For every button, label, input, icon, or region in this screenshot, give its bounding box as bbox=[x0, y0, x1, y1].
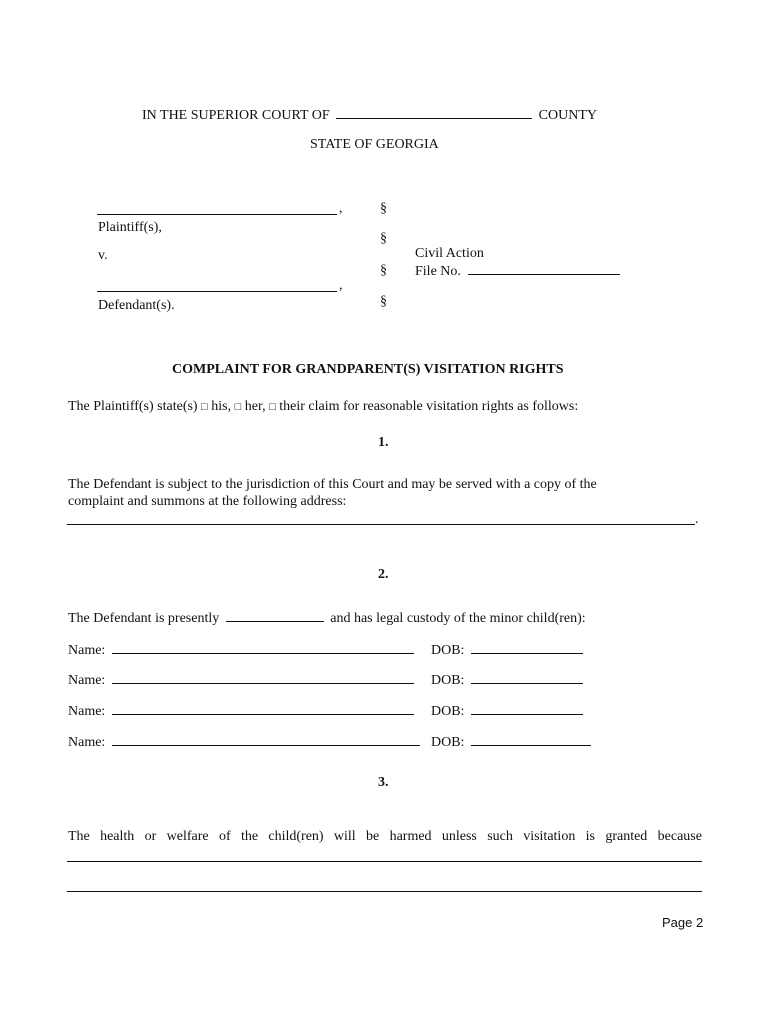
paragraph1-line2: complaint and summons at the following address: bbox=[68, 494, 347, 509]
child-name-blank[interactable] bbox=[112, 671, 414, 684]
word: harmed bbox=[389, 829, 432, 844]
child-dob-blank[interactable] bbox=[471, 641, 583, 654]
child-dob-label: DOB: bbox=[431, 735, 465, 750]
paragraph-number: 1. bbox=[378, 435, 389, 450]
word: visitation bbox=[523, 829, 576, 844]
child-name-blank[interactable] bbox=[112, 702, 414, 715]
child-dob-blank[interactable] bbox=[471, 733, 591, 746]
plaintiff-label: Plaintiff(s), bbox=[98, 220, 162, 235]
county-blank[interactable] bbox=[336, 106, 532, 119]
custody-prefix: The Defendant is presently bbox=[68, 611, 220, 626]
defendant-label: Defendant(s). bbox=[98, 298, 175, 313]
checkbox-his[interactable]: □ bbox=[201, 401, 208, 413]
word: because bbox=[657, 829, 702, 844]
word: of bbox=[218, 829, 231, 844]
section-mark: § bbox=[380, 201, 387, 216]
word: health bbox=[100, 829, 135, 844]
file-no-label: File No. bbox=[415, 264, 461, 279]
file-no-row bbox=[415, 262, 620, 280]
child-name-blank[interactable] bbox=[112, 733, 420, 746]
child-name-label: Name: bbox=[68, 735, 106, 750]
word: child(ren) bbox=[268, 829, 324, 844]
word: such bbox=[487, 829, 513, 844]
word: be bbox=[366, 829, 380, 844]
child-dob-label: DOB: bbox=[431, 704, 465, 719]
defendant-comma: , bbox=[339, 278, 343, 293]
court-prefix: IN THE SUPERIOR COURT OF bbox=[142, 108, 330, 123]
state-heading: STATE OF GEORGIA bbox=[310, 137, 439, 152]
child-dob-row bbox=[431, 702, 583, 720]
child-name-blank[interactable] bbox=[112, 641, 414, 654]
checkbox-their[interactable]: □ bbox=[269, 401, 276, 413]
document-title: COMPLAINT FOR GRANDPARENT(S) VISITATION RIGHTS bbox=[172, 362, 564, 377]
child-dob-blank[interactable] bbox=[471, 702, 583, 715]
plaintiff-comma: , bbox=[339, 201, 343, 216]
defendant-name-blank[interactable] bbox=[97, 291, 337, 292]
file-no-blank[interactable] bbox=[468, 262, 620, 275]
custody-sentence bbox=[68, 609, 586, 627]
word: granted bbox=[605, 829, 648, 844]
checkbox-her[interactable]: □ bbox=[234, 401, 242, 413]
word: welfare bbox=[166, 829, 209, 844]
paragraph1-line1: The Defendant is subject to the jurisdiction of this Court and may be served with a copy of the bbox=[68, 477, 597, 492]
section-mark: § bbox=[380, 263, 387, 278]
paragraph-number: 2. bbox=[378, 567, 389, 582]
child-dob-label: DOB: bbox=[431, 673, 465, 688]
paragraph3-sentence bbox=[68, 829, 702, 845]
child-name-row bbox=[68, 671, 414, 689]
child-dob-row bbox=[431, 671, 583, 689]
section-mark: § bbox=[380, 294, 387, 309]
child-name-label: Name: bbox=[68, 673, 106, 688]
civil-action-label: Civil Action bbox=[415, 246, 484, 261]
word: will bbox=[333, 829, 356, 844]
custody-suffix: and has legal custody of the minor child(ren): bbox=[330, 611, 586, 626]
word: or bbox=[144, 829, 157, 844]
word: is bbox=[585, 829, 595, 844]
court-heading bbox=[142, 106, 597, 124]
child-dob-row bbox=[431, 733, 591, 751]
address-end-period: . bbox=[695, 512, 699, 527]
option-their: their claim for reasonable visitation rights as follows: bbox=[279, 399, 579, 414]
child-name-label: Name: bbox=[68, 643, 106, 658]
plaintiff-name-blank[interactable] bbox=[97, 214, 337, 215]
child-name-row bbox=[68, 641, 414, 659]
child-dob-blank[interactable] bbox=[471, 671, 583, 684]
word: the bbox=[240, 829, 259, 844]
versus-label: v. bbox=[98, 248, 108, 263]
word: The bbox=[68, 829, 90, 844]
child-dob-row bbox=[431, 641, 583, 659]
option-her: her, bbox=[244, 399, 266, 414]
child-name-label: Name: bbox=[68, 704, 106, 719]
custody-status-blank[interactable] bbox=[226, 609, 324, 622]
child-name-row bbox=[68, 702, 414, 720]
section-mark: § bbox=[380, 231, 387, 246]
paragraph-number: 3. bbox=[378, 775, 389, 790]
court-suffix: COUNTY bbox=[538, 108, 598, 123]
intro-prefix: The Plaintiff(s) state(s) bbox=[68, 399, 198, 414]
child-dob-label: DOB: bbox=[431, 643, 465, 658]
address-blank[interactable] bbox=[67, 524, 695, 525]
reason-blank-line[interactable] bbox=[67, 861, 702, 862]
child-name-row bbox=[68, 733, 420, 751]
page-number: Page 2 bbox=[662, 915, 704, 930]
word: unless bbox=[441, 829, 477, 844]
option-his: his, bbox=[211, 399, 232, 414]
intro-sentence bbox=[68, 399, 578, 415]
reason-blank-line[interactable] bbox=[67, 891, 702, 892]
